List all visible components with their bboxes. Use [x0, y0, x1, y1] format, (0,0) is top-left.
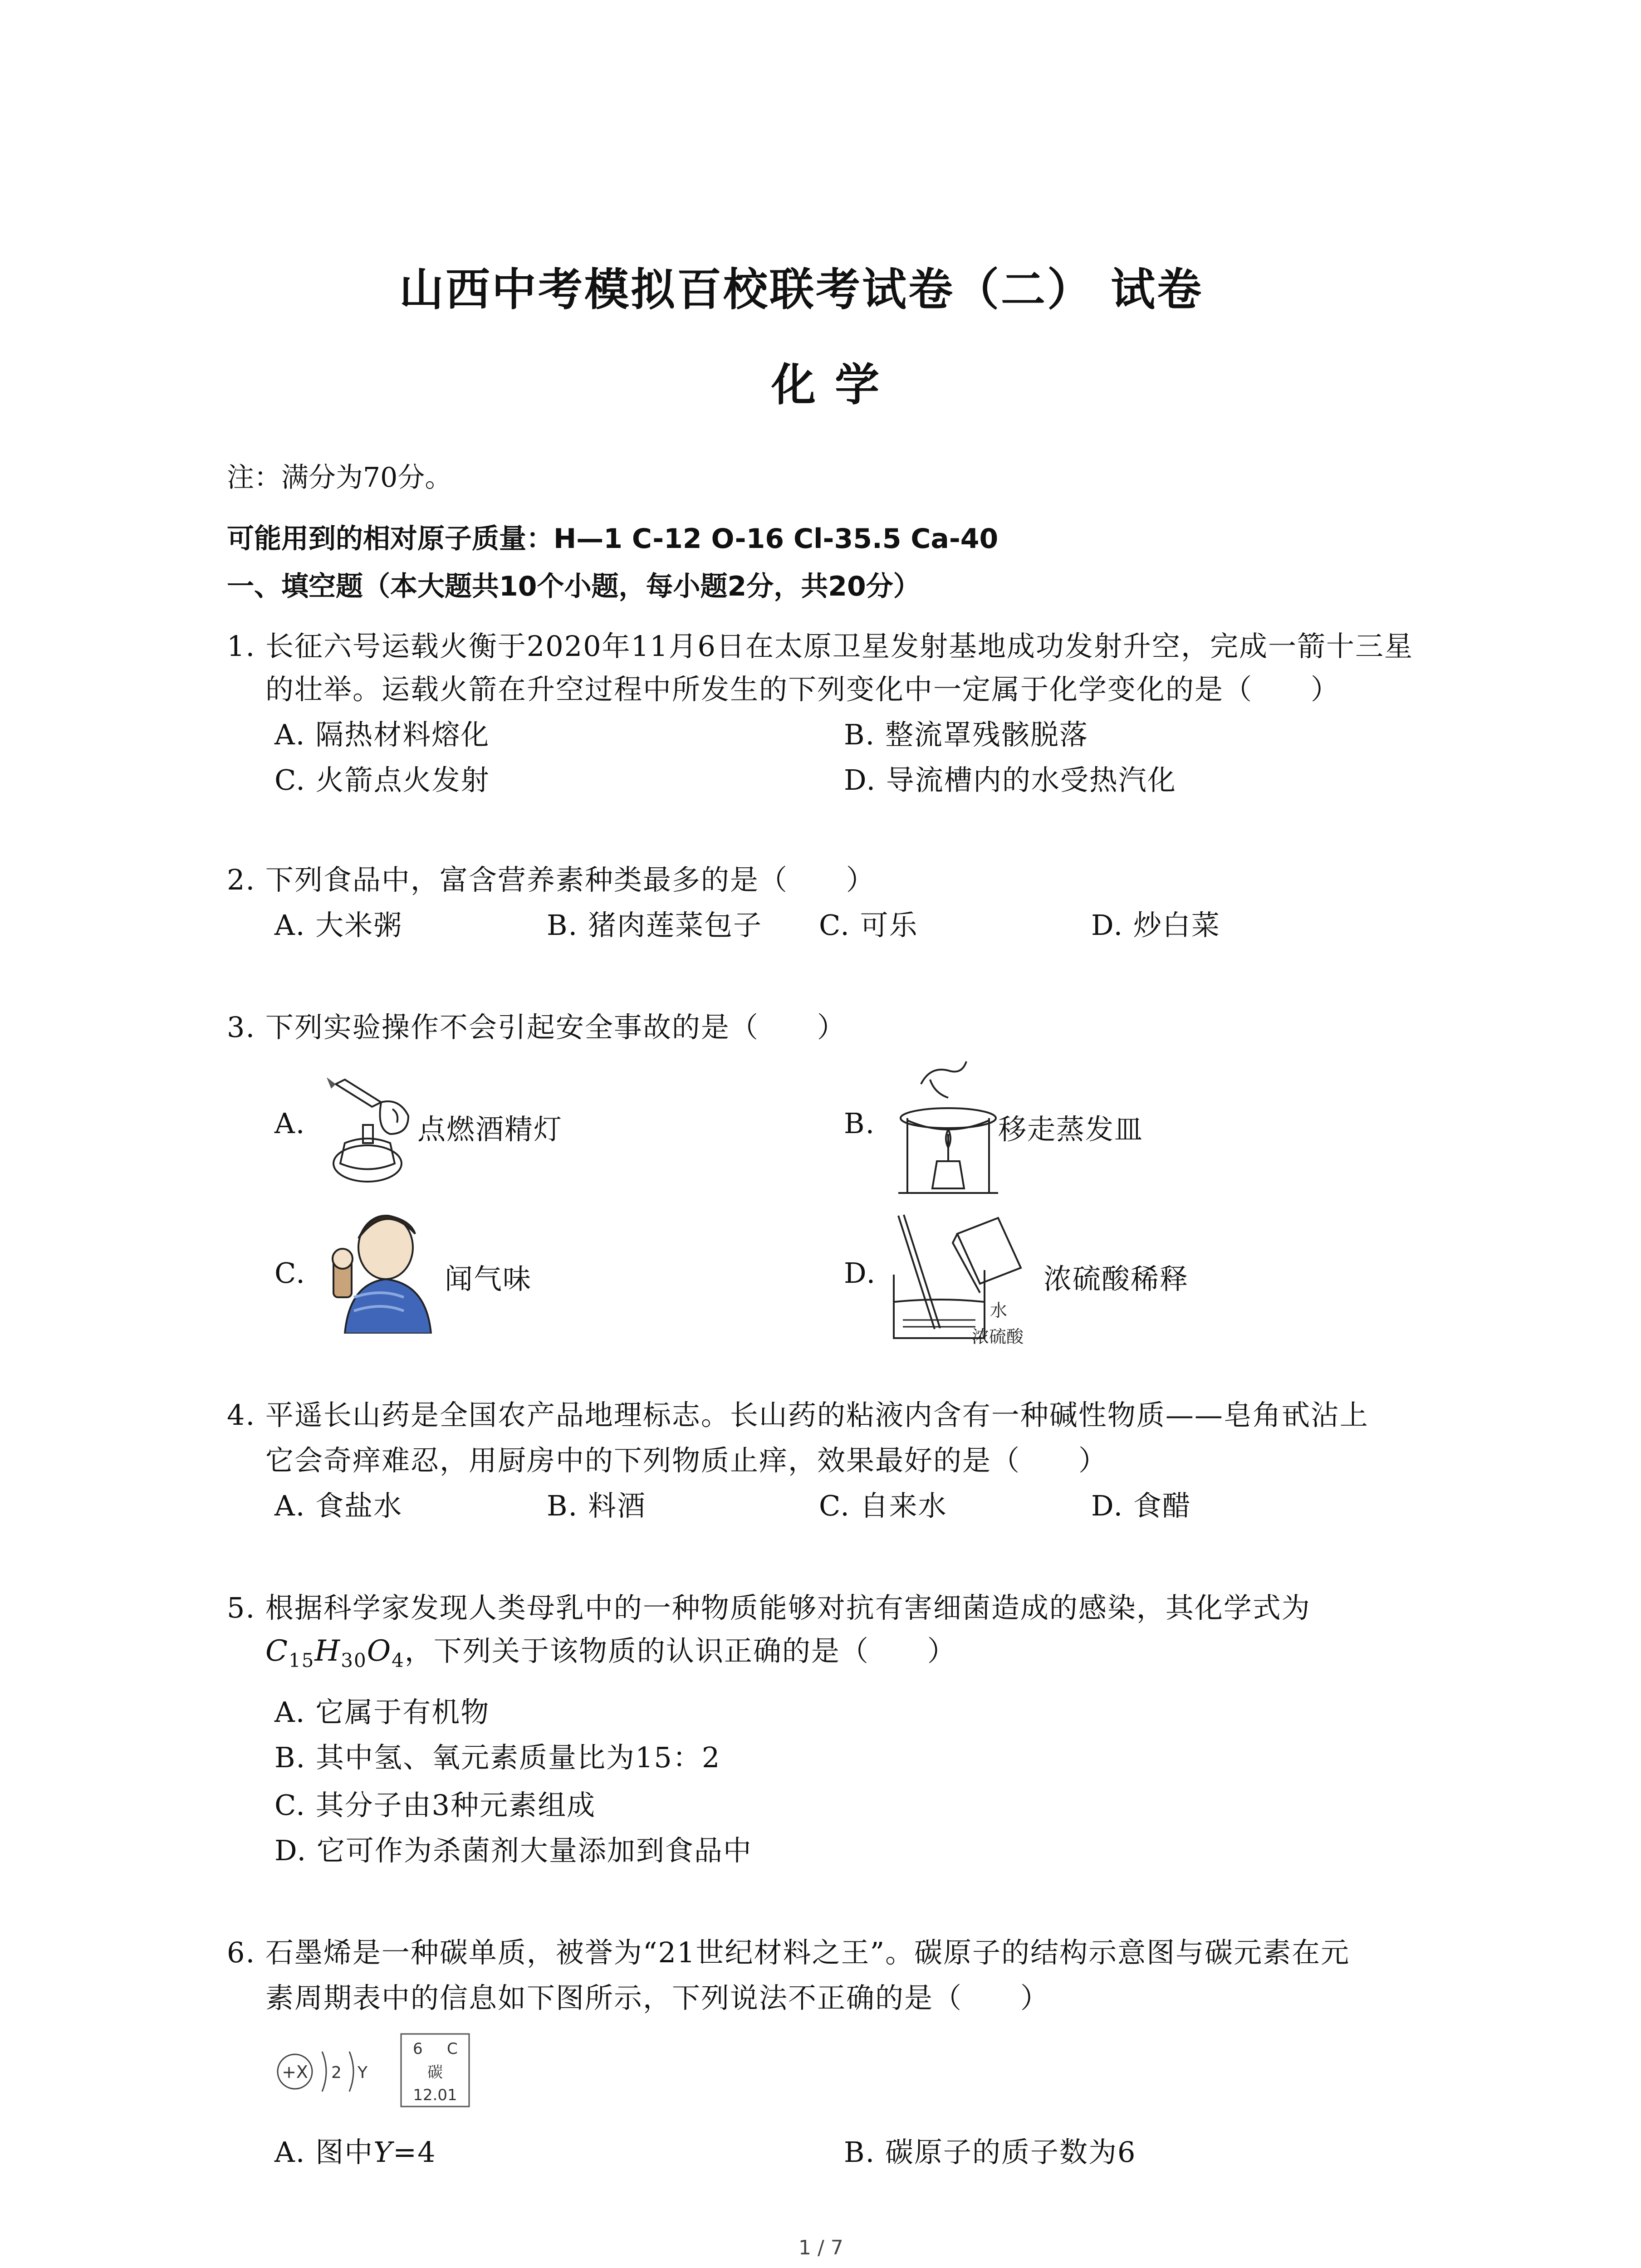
- shell1-electrons: 2: [331, 2063, 342, 2082]
- score-note: 注：满分为70分。: [227, 462, 452, 494]
- q1-option-a[interactable]: A. 隔热材料熔化: [274, 718, 490, 751]
- q4-option-a[interactable]: A. 食盐水: [274, 1489, 403, 1522]
- q5-option-a[interactable]: A. 它属于有机物: [274, 1696, 490, 1729]
- q3-option-a-text: 点燃酒精灯: [417, 1113, 563, 1146]
- q5-line2: $C_{15}H_{30}O_4$，下列关于该物质的认识正确的是（ ）: [265, 1634, 956, 1672]
- q2-option-d[interactable]: D. 炒白菜: [1091, 909, 1220, 942]
- acid-dilution-illustration: [889, 1211, 1043, 1347]
- q3-stem: 3. 下列实验操作不会引起安全事故的是（ ）: [227, 1011, 846, 1044]
- page-number: 1 / 7: [798, 2236, 843, 2259]
- q6-option-b[interactable]: B. 碳原子的质子数为6: [844, 2136, 1136, 2169]
- q6-option-a[interactable]: A. 图中Y=4: [274, 2136, 436, 2169]
- evaporating-dish-illustration: [889, 1057, 1007, 1198]
- q3-option-d-letter[interactable]: D.: [844, 1256, 877, 1290]
- q3-option-b-text: 移走蒸发皿: [998, 1113, 1144, 1146]
- q3-option-c-letter[interactable]: C.: [274, 1256, 306, 1290]
- chemical-formula: $C_{15}H_{30}O_4$: [265, 1634, 405, 1672]
- q6-line2: 素周期表中的信息如下图所示，下列说法不正确的是（ ）: [265, 1981, 1050, 2014]
- q2-option-b[interactable]: B. 猪肉莲菜包子: [547, 909, 762, 942]
- water-label: 水: [990, 1300, 1008, 1320]
- q4-option-c[interactable]: C. 自来水: [819, 1489, 947, 1522]
- atomic-mass: 12.01: [413, 2086, 457, 2104]
- alcohol-lamp-lighting-illustration: [318, 1070, 422, 1188]
- q2-option-c[interactable]: C. 可乐: [819, 909, 918, 942]
- q5-line1: 5. 根据科学家发现人类母乳中的一种物质能够对抗有害细菌造成的感染，其化学式为: [227, 1591, 1311, 1624]
- q6-line1: 6. 石墨烯是一种碳单质，被誉为“21世纪材料之王”。碳原子的结构示意图与碳元素在元: [227, 1936, 1350, 1969]
- smelling-odor-illustration: [318, 1207, 440, 1334]
- q1-option-b[interactable]: B. 整流罩残骸脱落: [844, 718, 1088, 751]
- nucleus-label: +X: [282, 2062, 308, 2082]
- q4-line1: 4. 平遥长山药是全国农产品地理标志。长山药的粘液内含有一种碱性物质——皂角甙沾上: [227, 1398, 1369, 1432]
- q3-option-a-letter[interactable]: A.: [274, 1107, 306, 1140]
- q3-option-c-text: 闻气味: [445, 1262, 532, 1295]
- carbon-atom-structure-diagram: [268, 2039, 386, 2102]
- element-symbol: C: [447, 2040, 458, 2058]
- q4-option-b[interactable]: B. 料酒: [547, 1489, 646, 1522]
- q5-option-b[interactable]: B. 其中氢、氧元素质量比为15：2: [274, 1741, 721, 1774]
- q3-option-d-text: 浓硫酸稀释: [1043, 1262, 1189, 1295]
- atomic-masses: 可能用到的相对原子质量：H—1 C-12 O-16 Cl-35.5 Ca-40: [227, 523, 999, 555]
- q5-option-c[interactable]: C. 其分子由3种元素组成: [274, 1789, 596, 1822]
- q4-line2: 它会奇痒难忍，用厨房中的下列物质止痒，效果最好的是（ ）: [265, 1444, 1108, 1477]
- q1-line1: 1. 长征六号运载火衡于2020年11月6日在太原卫星发射基地成功发射升空，完成一箭十三星: [227, 630, 1413, 663]
- element-name: 碳: [427, 2063, 443, 2082]
- acid-label: 浓硫酸: [972, 1327, 1024, 1347]
- section-heading: 一、填空题（本大题共10个小题，每小题2分，共20分）: [227, 571, 921, 602]
- page-title: 山西中考模拟百校联考试卷（二） 试卷: [399, 264, 1204, 316]
- q3-option-b-letter[interactable]: B.: [844, 1107, 876, 1140]
- q1-option-d[interactable]: D. 导流槽内的水受热汽化: [844, 763, 1176, 797]
- shell2-electrons: Y: [358, 2063, 367, 2082]
- q4-option-d[interactable]: D. 食醋: [1091, 1489, 1191, 1522]
- q2-stem: 2. 下列食品中，富含营养素种类最多的是（ ）: [227, 863, 875, 896]
- atomic-number: 6: [413, 2040, 423, 2058]
- q5-option-d[interactable]: D. 它可作为杀菌剂大量添加到食品中: [274, 1834, 752, 1867]
- q2-option-a[interactable]: A. 大米粥: [274, 909, 403, 942]
- q1-option-c[interactable]: C. 火箭点火发射: [274, 763, 490, 797]
- q1-line2: 的壮举。运载火箭在升空过程中所发生的下列变化中一定属于化学变化的是（ ）: [265, 673, 1340, 706]
- periodic-table-cell: [399, 2032, 472, 2109]
- subject-title: 化 学: [771, 359, 882, 411]
